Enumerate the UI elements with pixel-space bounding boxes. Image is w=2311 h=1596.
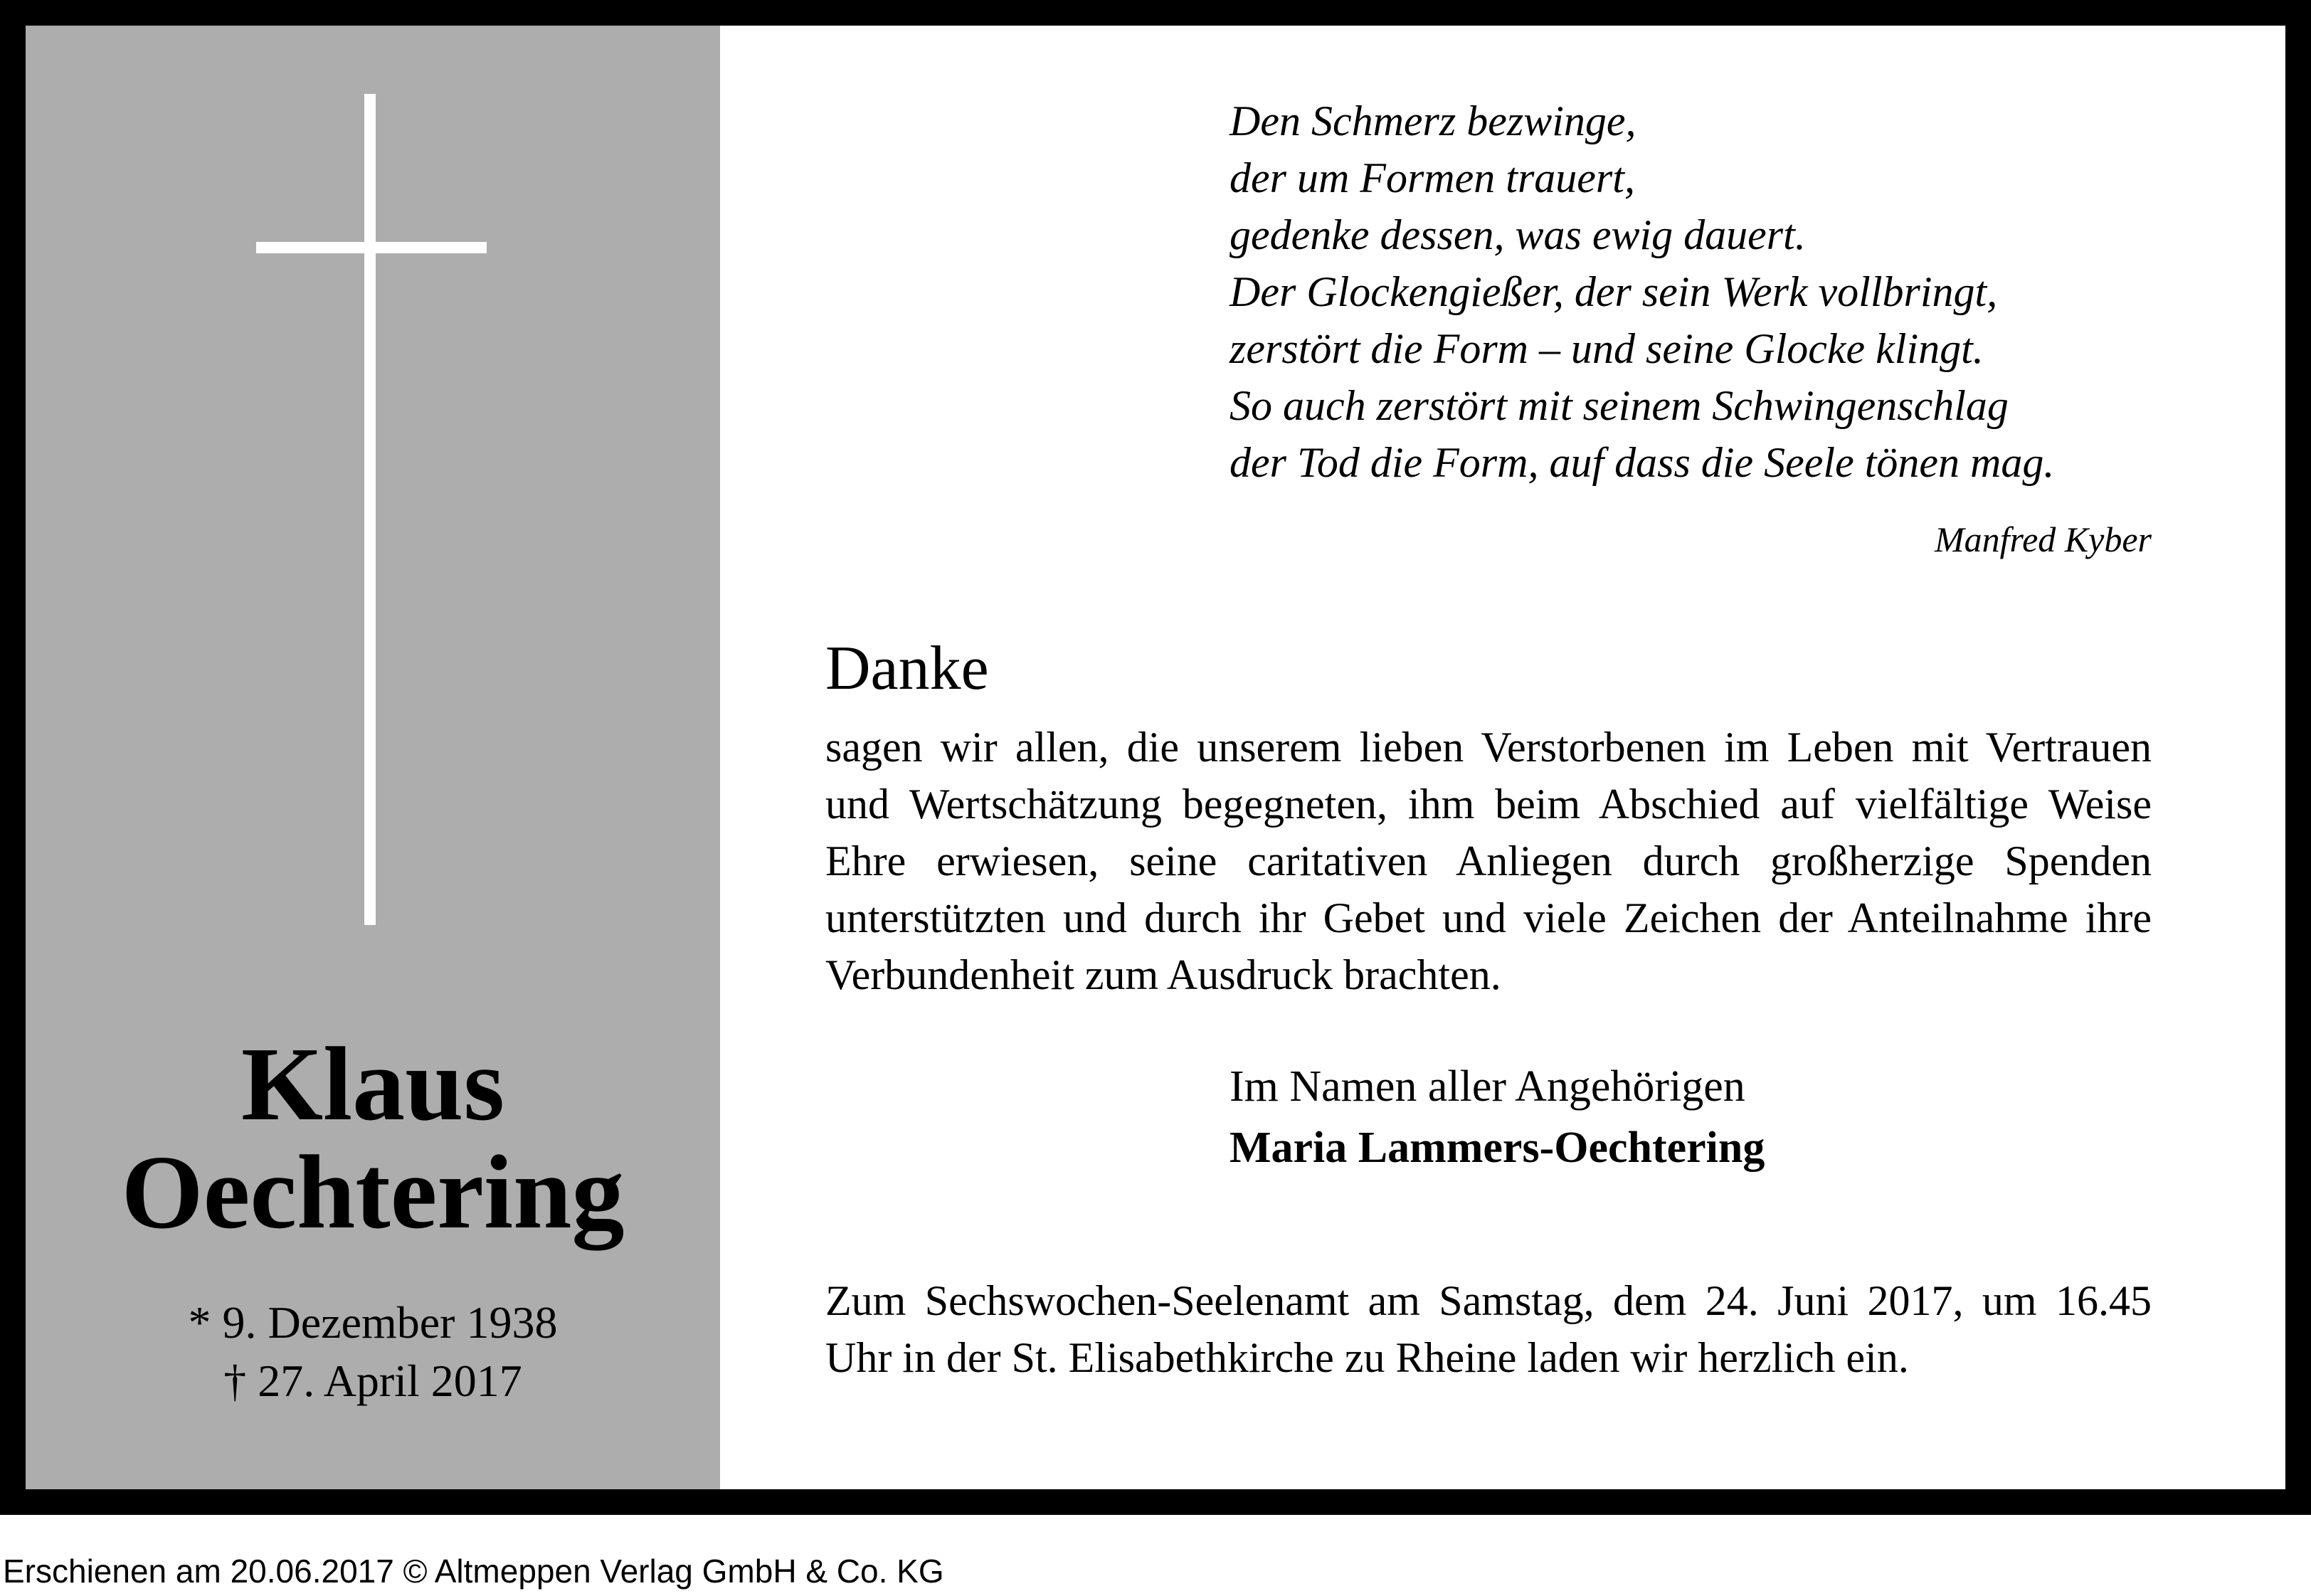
poem	[1229, 93, 2054, 491]
poem-line: Den Schmerz bezwinge,	[1229, 97, 1636, 144]
poem-line: der um Formen trauert,	[1229, 154, 1635, 201]
left-panel	[26, 26, 720, 1489]
thanks-body: sagen wir allen, die unserem lieben Verstorbenen im Leben mit Vertrauen und Wertschätzung begegneten, ihm beim Abschied auf vielfältige Weise Ehre erwiesen, seine caritativen Anliegen durch großherzige Spenden unterstützten und durch ihr Gebet und viele Zeichen der Anteilnahme ihre Verbundenheit zum Ausdruck brachten.	[825, 724, 2152, 998]
poem-line: Der Glockengießer, der sein Werk vollbringt,	[1229, 268, 1998, 315]
deceased-last-name: Oechtering	[121, 1134, 625, 1251]
deceased-name	[26, 1026, 720, 1251]
cross-vertical-bar	[364, 94, 376, 925]
poem-line: zerstört die Form – und seine Glocke klingt.	[1229, 325, 1984, 372]
family-signature	[1229, 1056, 1765, 1178]
poem-line: So auch zerstört mit seinem Schwingenschlag	[1229, 382, 2009, 429]
publication-footer: Erschienen am 20.06.2017 © Altmeppen Verlag GmbH & Co. KG	[3, 1553, 944, 1590]
poem-author: Manfred Kyber	[1934, 519, 2152, 559]
service-announcement: Zum Sechswochen-Seelenamt am Samstag, dem 24. Juni 2017, um 16.45 Uhr in der St. Elisabethkirche zu Rheine laden wir herzlich ein.	[825, 1277, 2152, 1381]
poem-line: der Tod die Form, auf dass die Seele tönen mag.	[1229, 439, 2055, 486]
family-intro: Im Namen aller Angehörigen	[1229, 1062, 1745, 1111]
thanks-heading: Danke	[825, 634, 989, 703]
death-date: † 27. April 2017	[223, 1355, 522, 1406]
birth-date: * 9. Dezember 1938	[188, 1297, 558, 1348]
signer-name: Maria Lammers-Oechtering	[1229, 1124, 1765, 1172]
deceased-first-name: Klaus	[240, 1026, 505, 1143]
life-dates	[26, 1294, 720, 1410]
cross-horizontal-bar	[256, 242, 487, 253]
poem-line: gedenke dessen, was ewig dauert.	[1229, 211, 1806, 258]
